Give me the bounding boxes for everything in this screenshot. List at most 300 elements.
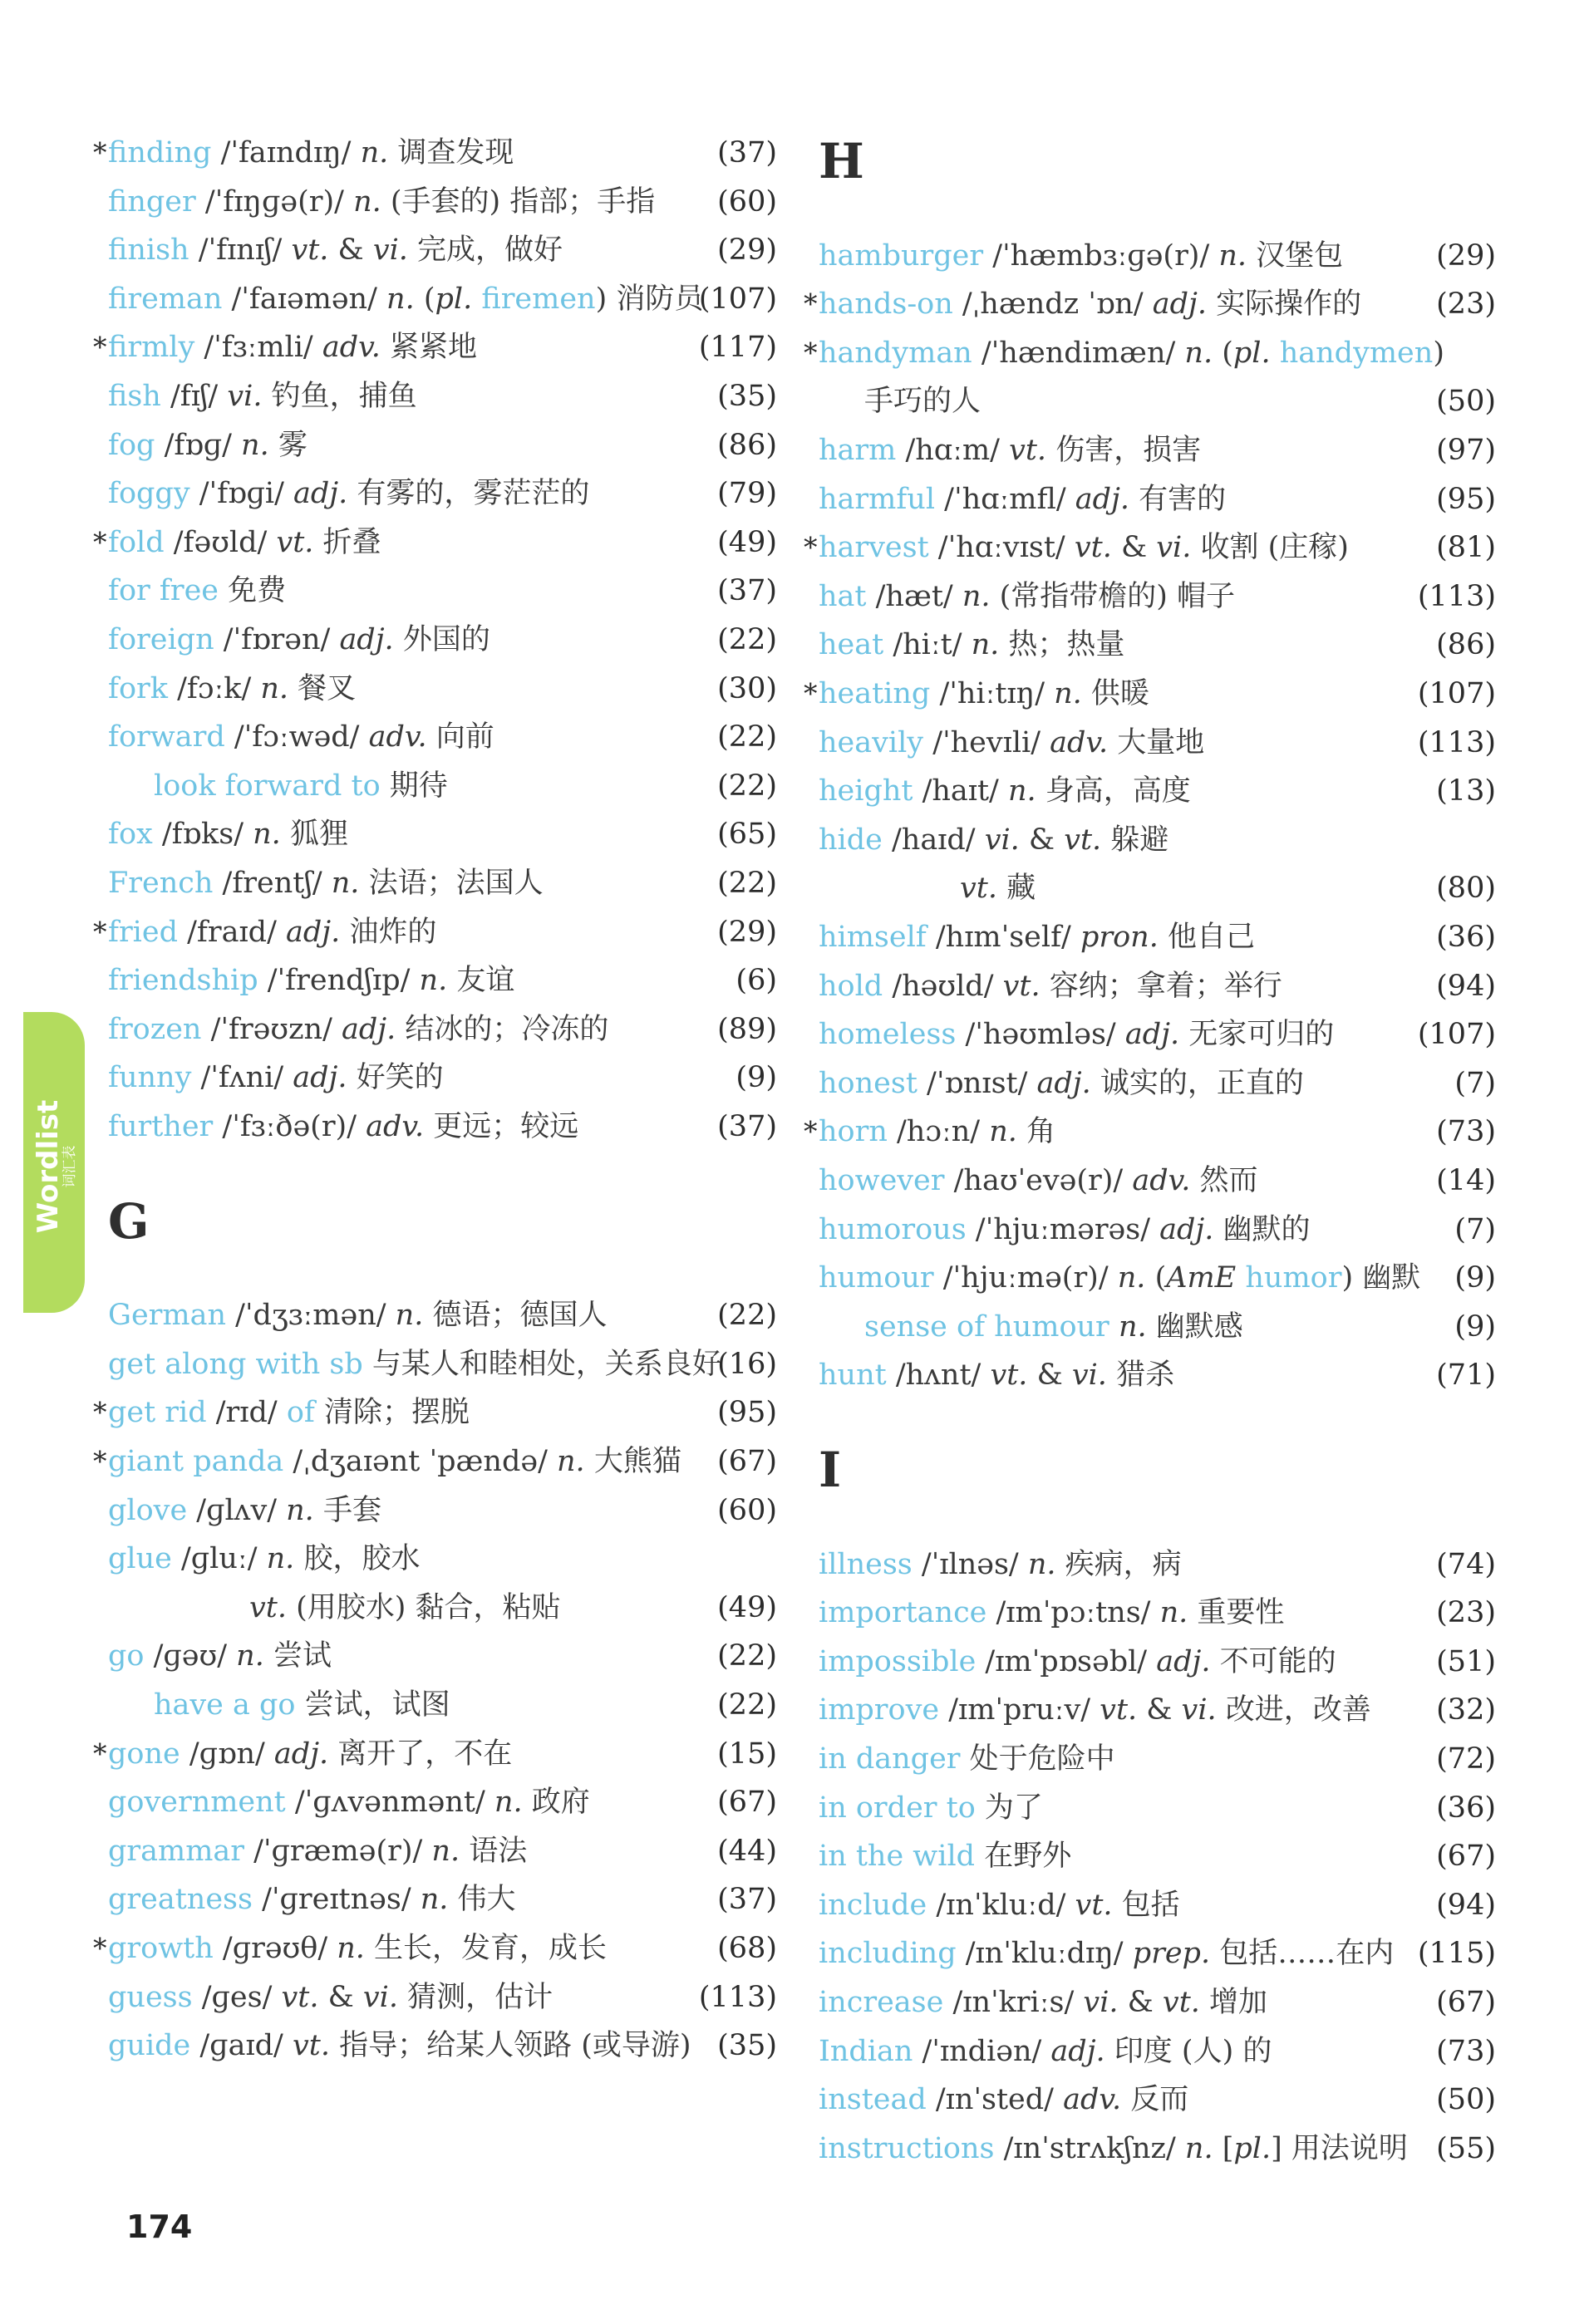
- key-word-star: *: [804, 287, 818, 321]
- headword: German: [108, 1299, 226, 1333]
- page-reference: (37): [717, 574, 777, 608]
- page-reference: (35): [717, 380, 777, 413]
- section-heading: I: [819, 1442, 842, 1498]
- headword: improve: [819, 1693, 940, 1727]
- entry-definition: /ɪmˈpɔːtns/ n. 重要性: [986, 1596, 1285, 1630]
- word-entry: [819, 1351, 1496, 1399]
- entry-definition: /ˈfɜːmli/ adv. 紧紧地: [194, 331, 477, 365]
- word-entry: [108, 1535, 777, 1583]
- headword: hamburger: [819, 238, 984, 273]
- entry-definition: /hɪmˈself/ pron. 他自己: [926, 921, 1255, 954]
- word-entry: [819, 1929, 1496, 1978]
- entry-definition: /ˈhɑːvɪst/ vt. & vi. 收割 (庄稼): [928, 531, 1349, 565]
- headword-variant: handymen: [1279, 336, 1434, 370]
- page-reference: (37): [717, 1110, 777, 1143]
- headword: sense of humour: [864, 1309, 1109, 1344]
- entry-definition: /ˈhiːtɪŋ/ n. 供暖: [930, 677, 1149, 710]
- entry-definition: /rɪd/: [206, 1396, 287, 1430]
- word-entry: [819, 1978, 1496, 2027]
- word-entry: [108, 469, 777, 518]
- page-reference: (60): [717, 184, 777, 219]
- word-entry: [108, 1875, 777, 1924]
- entry-definition: /haʊˈevə(r)/ adv. 然而: [944, 1164, 1258, 1197]
- entry-definition-cont: ) 消防员: [595, 282, 704, 316]
- word-entry: [108, 762, 777, 810]
- page-reference: (86): [1436, 628, 1496, 662]
- headword: impossible: [819, 1644, 977, 1678]
- headword: illness: [819, 1547, 913, 1581]
- headword: get along with sb: [108, 1347, 363, 1381]
- word-entry: [93, 129, 777, 177]
- page-reference: (113): [1417, 725, 1496, 759]
- page-reference: (6): [736, 964, 777, 998]
- headword: himself: [819, 921, 927, 954]
- entry-definition: /hiːt/ n. 热；热量: [883, 628, 1125, 662]
- entry-definition: /ˈhəʊmləs/ adj. 无家可归的: [956, 1018, 1335, 1052]
- entry-definition: /hɑːm/ vt. 伤害，损害: [896, 434, 1202, 467]
- word-entry: [108, 859, 777, 907]
- word-entry: [804, 1108, 1496, 1156]
- page-reference: (22): [717, 1299, 777, 1333]
- word-entry: [108, 616, 777, 664]
- word-entry: [93, 518, 777, 567]
- entry-definition: /ɡaɪd/ vt. 指导；给某人领路 (或导游): [190, 2029, 691, 2063]
- word-entry: [108, 665, 777, 713]
- entry-definition: /fɪʃ/ vi. 钓鱼，捕鱼: [160, 380, 417, 413]
- entry-definition: /ˈdʒɜːmən/ n. 德语；德国人: [226, 1299, 608, 1333]
- page-reference: (22): [717, 769, 777, 803]
- entry-definition: 在野外: [975, 1840, 1072, 1874]
- headword: guide: [108, 2029, 191, 2063]
- word-entry: [108, 1054, 777, 1102]
- entry-definition: /ˈfɜːðə(r)/ adv. 更远；较远: [213, 1110, 579, 1143]
- page-reference: (79): [717, 477, 777, 511]
- word-entry: [819, 1010, 1496, 1059]
- entry-definition: 与某人和睦相处，关系良好: [362, 1347, 721, 1381]
- page-reference: (86): [717, 428, 777, 462]
- word-entry: [108, 178, 777, 226]
- page-reference: (115): [1417, 1937, 1496, 1971]
- headword: harmful: [819, 482, 936, 516]
- headword: funny: [108, 1061, 192, 1095]
- page-reference: (29): [717, 233, 777, 268]
- headword: humour: [819, 1261, 934, 1295]
- headword: go: [108, 1639, 145, 1673]
- section-heading: G: [108, 1192, 150, 1250]
- page-reference: (71): [1436, 1359, 1496, 1393]
- key-word-star: *: [93, 525, 107, 558]
- headword: hands-on: [819, 287, 953, 322]
- word-entry: [108, 1681, 777, 1729]
- entry-definition: /fraɪd/ adj. 油炸的: [178, 915, 437, 949]
- headword: French: [108, 867, 214, 900]
- key-word-star: *: [804, 677, 818, 710]
- entry-definition: /ˈɡreɪtnəs/ n. 伟大: [252, 1883, 516, 1917]
- page-reference: (32): [1436, 1693, 1496, 1727]
- key-word-star: *: [804, 336, 818, 369]
- word-entry: [93, 1437, 777, 1486]
- headword: harvest: [819, 531, 929, 565]
- headword: horn: [819, 1115, 888, 1149]
- entry-definition: /ɡes/ vt. & vi. 猜测，估计: [192, 1980, 553, 2014]
- word-entry: [819, 426, 1496, 474]
- word-entry: [804, 280, 1496, 328]
- word-entry: [108, 1486, 777, 1535]
- entry-definition: /həʊld/ vt. 容纳；拿着；举行: [883, 969, 1282, 1003]
- entry-definition: /ɪnˈsted/ adv. 反而: [926, 2083, 1189, 2117]
- entry-definition: /fəʊld/ vt. 折叠: [164, 525, 381, 559]
- word-entry: [108, 1103, 777, 1151]
- page-reference: (67): [1436, 1986, 1496, 2019]
- page-reference: (68): [717, 1932, 777, 1965]
- word-entry: [108, 1778, 777, 1826]
- headword: in danger: [819, 1742, 961, 1776]
- page-reference: (60): [717, 1493, 777, 1527]
- headword: fireman: [108, 282, 223, 316]
- headword: glove: [108, 1493, 188, 1527]
- headword: Indian: [819, 2034, 913, 2068]
- headword: firmly: [108, 331, 195, 365]
- entry-definition: /ɪnˈkluːdɪŋ/ prep. 包括……在内: [956, 1937, 1395, 1971]
- side-tab-label-cn: 词汇表: [61, 1145, 78, 1188]
- headword: heating: [819, 677, 931, 710]
- entry-definition: /fɒɡ/ n. 雾: [155, 428, 307, 462]
- headword: guess: [108, 1980, 193, 2014]
- page-reference: (113): [1417, 579, 1496, 613]
- entry-definition: /hʌnt/ vt. & vi. 猎杀: [886, 1359, 1175, 1393]
- page-reference: (80): [1436, 872, 1496, 906]
- page-reference: (50): [1436, 2083, 1496, 2117]
- word-entry: [819, 1881, 1496, 1929]
- key-word-star: *: [93, 1396, 107, 1429]
- entry-definition: /ˈfʌni/ adj. 好笑的: [191, 1061, 444, 1095]
- headword: frozen: [108, 1012, 202, 1046]
- word-entry: [108, 1584, 777, 1632]
- word-entry: [108, 567, 777, 615]
- entry-definition: /ˈɪlnəs/ n. 疾病，病: [912, 1547, 1182, 1581]
- page-reference: (72): [1436, 1742, 1496, 1776]
- page-reference: (73): [1436, 2034, 1496, 2068]
- entry-definition: /ˈhjuːmərəs/ adj. 幽默的: [966, 1212, 1311, 1246]
- headword: hide: [819, 823, 883, 857]
- entry-definition: 尝试，试图: [295, 1688, 450, 1722]
- page-reference: (49): [717, 1590, 777, 1624]
- word-entry: [819, 1638, 1496, 1686]
- entry-definition: 处于危险中: [960, 1742, 1115, 1776]
- page-reference: (22): [717, 623, 777, 656]
- word-entry: [108, 713, 777, 761]
- word-entry: [108, 2022, 777, 2070]
- key-word-star: *: [93, 1737, 107, 1770]
- headword: heat: [819, 628, 884, 662]
- page-reference: (107): [1417, 1018, 1496, 1052]
- headword: forward: [108, 720, 225, 754]
- entry-definition: 期待: [380, 769, 448, 803]
- word-entry: [819, 1832, 1496, 1880]
- page-reference: (23): [1436, 287, 1496, 322]
- page-reference: (16): [717, 1347, 777, 1381]
- entry-definition: /ɡlʌv/ n. 手套: [187, 1493, 381, 1527]
- word-entry: [93, 1730, 777, 1778]
- entry-definition-cont: ) 幽默: [1341, 1261, 1421, 1295]
- entry-definition: /ˈhjuːmə(r)/ n. (AmE: [933, 1261, 1237, 1295]
- entry-definition: /ˈhæmbɜːɡə(r)/ n. 汉堡包: [983, 238, 1344, 273]
- entry-definition: /ˈɡræmə(r)/ n. 语法: [244, 1834, 528, 1868]
- word-entry: [819, 475, 1496, 523]
- headword: fox: [108, 818, 153, 852]
- page-reference: (7): [1454, 1212, 1496, 1246]
- word-entry: [93, 1924, 777, 1973]
- entry-definition: /frentʃ/ n. 法语；法国人: [213, 867, 544, 900]
- headword: growth: [108, 1932, 214, 1965]
- page-reference: (81): [1436, 531, 1496, 565]
- entry-definition: vt. (用胶水) 黏合，粘贴: [249, 1590, 561, 1624]
- entry-definition: /hɔːn/ n. 角: [887, 1115, 1056, 1149]
- word-entry: [108, 372, 777, 420]
- entry-definition: /ɪnˈstrʌkʃnz/ n. [pl.] 用法说明: [994, 2131, 1408, 2165]
- entry-definition: /ˈfɪŋɡə(r)/ n. (手套的) 指部；手指: [195, 184, 656, 219]
- page-reference: (29): [1436, 238, 1496, 273]
- page-reference: (97): [1436, 434, 1496, 467]
- headword: gone: [108, 1737, 180, 1771]
- word-entry: [108, 1973, 777, 2022]
- headword: in order to: [819, 1791, 976, 1825]
- page-reference: (9): [1454, 1261, 1496, 1295]
- entry-definition: /ˈfrendʃɪp/ n. 友谊: [258, 964, 515, 998]
- key-word-star: *: [804, 1115, 818, 1148]
- headword: in the wild: [819, 1840, 976, 1874]
- word-entry: [93, 1388, 777, 1437]
- headword: instructions: [819, 2131, 995, 2165]
- headword: fold: [108, 525, 165, 559]
- page-reference: (49): [717, 525, 777, 559]
- word-entry: [819, 1784, 1496, 1832]
- word-entry: [819, 377, 1496, 425]
- entry-definition: /ˈɡʌvənmənt/ n. 政府: [285, 1786, 590, 1820]
- page-reference: (7): [1454, 1066, 1496, 1100]
- word-entry: [108, 810, 777, 858]
- page-reference: (9): [736, 1061, 777, 1095]
- headword: humorous: [819, 1212, 967, 1246]
- headword: fork: [108, 671, 168, 705]
- page-reference: (37): [717, 1883, 777, 1917]
- word-entry: [93, 908, 777, 956]
- word-entry: [108, 226, 777, 274]
- page-reference: (67): [717, 1786, 777, 1820]
- headword: finding: [108, 136, 212, 170]
- page-reference: (95): [1436, 482, 1496, 516]
- word-entry: [819, 1303, 1496, 1351]
- headword: for free: [108, 574, 219, 608]
- entry-definition: /haɪd/ vi. & vt. 躲避: [882, 823, 1169, 857]
- word-entry: [819, 1254, 1496, 1302]
- page-reference: (94): [1436, 1888, 1496, 1922]
- headword: finger: [108, 184, 196, 219]
- word-entry: [108, 275, 777, 323]
- word-entry: [819, 2125, 1496, 2173]
- key-word-star: *: [93, 1445, 107, 1477]
- word-entry: [819, 962, 1496, 1010]
- word-entry: [804, 329, 1496, 377]
- word-entry: [108, 1340, 777, 1388]
- entry-definition: /fɔːk/ n. 餐叉: [167, 671, 357, 705]
- page-reference: (14): [1436, 1164, 1496, 1197]
- key-word-star: *: [804, 531, 818, 564]
- page-reference: (55): [1436, 2131, 1496, 2165]
- entry-definition: 免费: [219, 574, 287, 608]
- entry-definition: /ˈɪndiən/ adj. 印度 (人) 的: [913, 2034, 1272, 2068]
- key-word-star: *: [93, 331, 107, 364]
- entry-definition: /ˈhɑːmfl/ adj. 有害的: [935, 482, 1227, 516]
- entry-definition: 为了: [975, 1791, 1043, 1825]
- word-entry: [93, 323, 777, 371]
- word-entry: [819, 1735, 1496, 1783]
- headword: handyman: [819, 336, 972, 370]
- word-entry: [819, 1589, 1496, 1637]
- headword: giant panda: [108, 1445, 284, 1478]
- headword: height: [819, 774, 913, 808]
- entry-definition: /ɡluː/ n. 胶，胶水: [171, 1542, 421, 1576]
- page-reference: (117): [698, 331, 777, 365]
- word-entry: [819, 816, 1496, 864]
- headword: fog: [108, 428, 155, 462]
- entry-definition: /ɪmˈpruːv/ vt. & vi. 改进，改善: [939, 1693, 1371, 1727]
- word-entry: [108, 1005, 777, 1054]
- entry-definition: vt. 藏: [960, 872, 1036, 906]
- word-entry: [819, 1686, 1496, 1734]
- page-reference: (35): [717, 2029, 777, 2063]
- word-entry: [819, 572, 1496, 621]
- headword: grammar: [108, 1834, 244, 1868]
- page-reference: (51): [1436, 1644, 1496, 1678]
- word-entry: [819, 232, 1496, 280]
- page-number: 174: [126, 2209, 193, 2245]
- entry-definition: /ˌdʒaɪənt ˈpændə/ n. 大熊猫: [283, 1445, 681, 1478]
- page-reference: (67): [1436, 1840, 1496, 1874]
- entry-definition: /ɡrəʊθ/ n. 生长，发育，成长: [213, 1932, 608, 1965]
- entry-definition: /ˈhændimæn/ n. (pl.: [972, 336, 1271, 370]
- page-reference: (73): [1436, 1115, 1496, 1149]
- headword: glue: [108, 1542, 172, 1576]
- page-reference: (22): [717, 1688, 777, 1722]
- headword: fish: [108, 380, 161, 413]
- wordlist-side-tab[interactable]: [23, 1012, 85, 1313]
- page-reference: (22): [717, 1639, 777, 1673]
- headword-variant: of: [286, 1396, 315, 1430]
- headword: greatness: [108, 1883, 253, 1917]
- headword: finish: [108, 233, 189, 268]
- entry-definition: /ˌhændz ˈɒn/ adj. 实际操作的: [952, 287, 1362, 322]
- word-entry: [804, 670, 1496, 718]
- page-reference: (94): [1436, 969, 1496, 1003]
- entry-definition: /haɪt/ n. 身高，高度: [913, 774, 1191, 808]
- entry-definition: /ˈfaɪndɪŋ/ n. 调查发现: [211, 136, 514, 170]
- entry-definition: /ɡəʊ/ n. 尝试: [144, 1639, 332, 1673]
- entry-definition: /ˈfrəʊzn/ adj. 结冰的；冷冻的: [201, 1012, 609, 1046]
- headword: homeless: [819, 1018, 957, 1052]
- word-entry: [804, 523, 1496, 572]
- headword: government: [108, 1786, 286, 1820]
- headword: get rid: [108, 1396, 207, 1430]
- headword: hat: [819, 579, 867, 613]
- entry-definition: /ˈfaɪəmən/ n. (pl.: [222, 282, 473, 316]
- word-entry: [819, 864, 1496, 912]
- side-tab-label: Wordlist: [32, 1099, 65, 1234]
- headword: importance: [819, 1596, 987, 1630]
- entry-definition: n. 幽默感: [1118, 1309, 1243, 1344]
- word-entry: [819, 2027, 1496, 2076]
- word-entry: [108, 421, 777, 469]
- headword: increase: [819, 1986, 944, 2019]
- page-reference: (50): [1436, 385, 1496, 419]
- word-entry: [819, 913, 1496, 961]
- word-entry: [819, 1157, 1496, 1205]
- page-reference: (107): [1417, 677, 1496, 710]
- page-reference: (44): [717, 1834, 777, 1868]
- word-entry: [819, 1540, 1496, 1589]
- entry-definition: /ˈhevɪli/ adv. 大量地: [923, 725, 1205, 759]
- headword: friendship: [108, 964, 258, 998]
- headword-variant: humor: [1245, 1261, 1342, 1295]
- page-reference: (22): [717, 720, 777, 754]
- word-entry: [819, 621, 1496, 669]
- page-reference: (37): [717, 136, 777, 170]
- page-reference: (22): [717, 867, 777, 900]
- page-reference: (36): [1436, 921, 1496, 954]
- entry-definition: /ɡɒn/ adj. 离开了，不在: [180, 1737, 513, 1771]
- headword: further: [108, 1110, 214, 1143]
- entry-definition-cont: ): [1433, 336, 1444, 370]
- page-reference: (107): [698, 282, 777, 316]
- key-word-star: *: [93, 1932, 107, 1964]
- entry-definition: /ɪnˈkluːd/ vt. 包括: [927, 1888, 1180, 1922]
- page-reference: (13): [1436, 774, 1496, 808]
- page-reference: (23): [1436, 1596, 1496, 1630]
- page-reference: (89): [717, 1012, 777, 1046]
- headword: have a go: [154, 1688, 296, 1722]
- page-reference: (113): [698, 1980, 777, 2014]
- entry-definition: /ɪnˈkriːs/ vi. & vt. 增加: [943, 1986, 1268, 2019]
- page-reference: (65): [717, 818, 777, 852]
- entry-definition-cont: 清除；摆脱: [314, 1396, 470, 1430]
- page-reference: (29): [717, 915, 777, 949]
- key-word-star: *: [93, 915, 107, 948]
- headword: include: [819, 1888, 927, 1922]
- headword-variant: firemen: [481, 282, 596, 316]
- entry-definition: /ɪmˈpɒsəbl/ adj. 不可能的: [976, 1644, 1336, 1678]
- headword: heavily: [819, 725, 924, 759]
- word-entry: [819, 1206, 1496, 1254]
- entry-definition: /ˈɒnɪst/ adj. 诚实的，正直的: [917, 1066, 1304, 1100]
- headword: hold: [819, 969, 883, 1003]
- word-entry: [819, 767, 1496, 815]
- headword: foggy: [108, 477, 190, 511]
- headword: hunt: [819, 1359, 887, 1393]
- entry-definition: /fɒks/ n. 狐狸: [152, 818, 348, 852]
- entry-definition: /ˈfɒrən/ adj. 外国的: [214, 623, 490, 656]
- page-reference: (36): [1436, 1791, 1496, 1825]
- word-entry: [108, 1291, 777, 1339]
- key-word-star: *: [93, 136, 107, 169]
- word-entry: [819, 2076, 1496, 2124]
- section-heading: H: [819, 133, 864, 189]
- entry-definition: /ˈfɒɡi/ adj. 有雾的，雾茫茫的: [189, 477, 590, 511]
- page-reference: (30): [717, 671, 777, 705]
- headword: look forward to: [154, 769, 381, 803]
- headword: harm: [819, 434, 897, 467]
- word-entry: [108, 1632, 777, 1680]
- entry-definition: /ˈfɪnɪʃ/ vt. & vi. 完成，做好: [189, 233, 563, 268]
